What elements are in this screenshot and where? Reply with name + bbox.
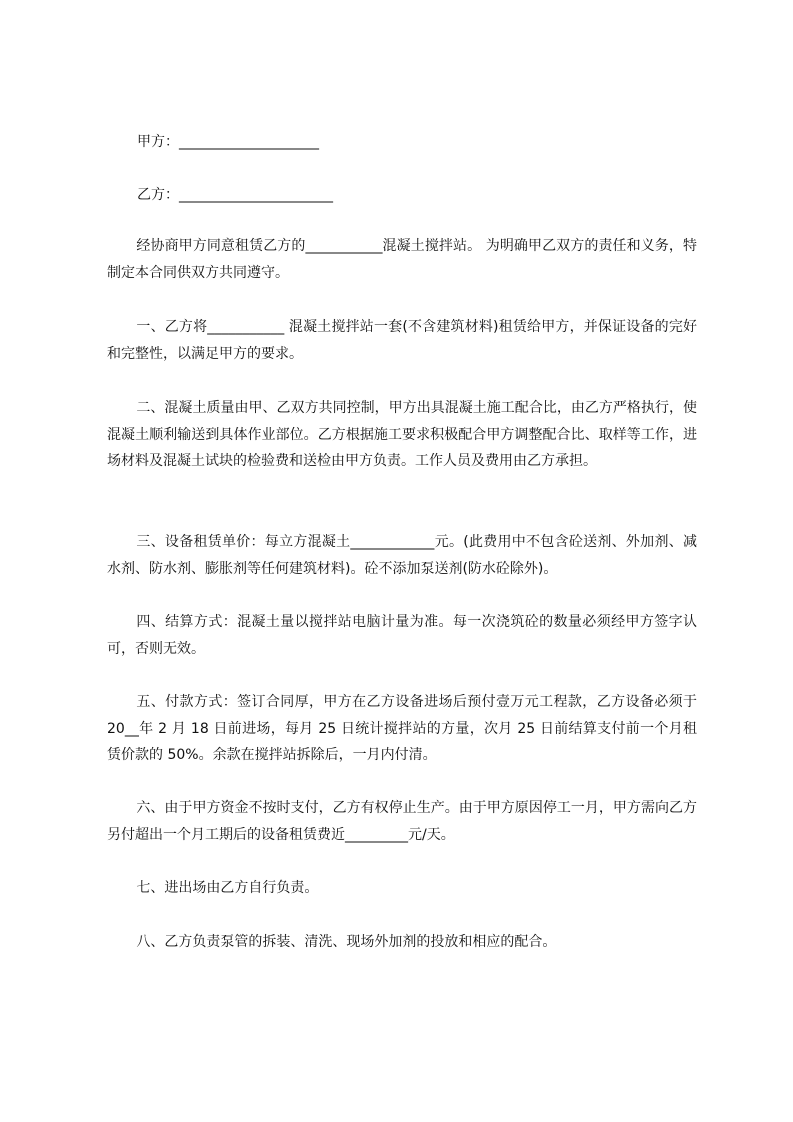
clause-8-paragraph: 八、乙方负责泵管的拆装、清洗、现场外加剂的投放和相应的配合。 xyxy=(136,934,557,950)
clause-1-paragraph: 一、乙方将___________ 混凝土搅拌站一套(不含建筑材料)租赁给甲方，并保证设备的完好和完整性，以满足甲方的要求。 xyxy=(107,319,697,362)
clause-5-paragraph: 五、付款方式：签订合同厚，甲方在乙方设备进场后预付壹万元工程款，乙方设备必须于 20__年 2 月 18 日前进场，每月 25 日统计搅拌站的方量，次月 25 日前结算支付前一个月租赁价款的 50%。余款在搅拌站拆除后，一月内付清。 xyxy=(107,694,697,763)
party-b-label: 乙方： xyxy=(137,187,179,203)
party-b-line xyxy=(137,185,333,205)
clause-3-paragraph: 三、设备租赁单价：每立方混凝土____________元。(此费用中不包含砼送剂、外加剂、减水剂、防水剂、膨胀剂等任何建筑材料)。砼不添加泵送剂(防水砼除外)。 xyxy=(107,534,697,577)
party-a-line xyxy=(137,132,319,152)
clause-6-paragraph: 六、由于甲方资金不按时支付，乙方有权停止生产。由于甲方原因停工一月，甲方需向乙方另付超出一个月工期后的设备租赁费近_________元/天。 xyxy=(107,800,697,843)
party-b-blank: ______________________ xyxy=(179,187,333,203)
party-a-blank: ____________________ xyxy=(179,134,319,150)
clause-4-paragraph: 四、结算方式：混凝土量以搅拌站电脑计量为准。每一次浇筑砼的数量必须经甲方签字认可，否则无效。 xyxy=(107,614,697,657)
party-a-label: 甲方： xyxy=(137,134,179,150)
intro-paragraph: 经协商甲方同意租赁乙方的___________混凝土搅拌站。 为明确甲乙双方的责任和义务，特制定本合同供双方共同遵守。 xyxy=(107,238,697,281)
clause-7-paragraph: 七、进出场由乙方自行负责。 xyxy=(136,880,319,896)
clause-2-paragraph: 二、混凝土质量由甲、乙双方共同控制，甲方出具混凝土施工配合比，由乙方严格执行，使混凝土顺利输送到具体作业部位。乙方根据施工要求积极配合甲方调整配合比、取样等工作，进场材料及混凝土试块的检验费和送检由甲方负责。工作人员及费用由乙方承担。 xyxy=(107,400,697,469)
